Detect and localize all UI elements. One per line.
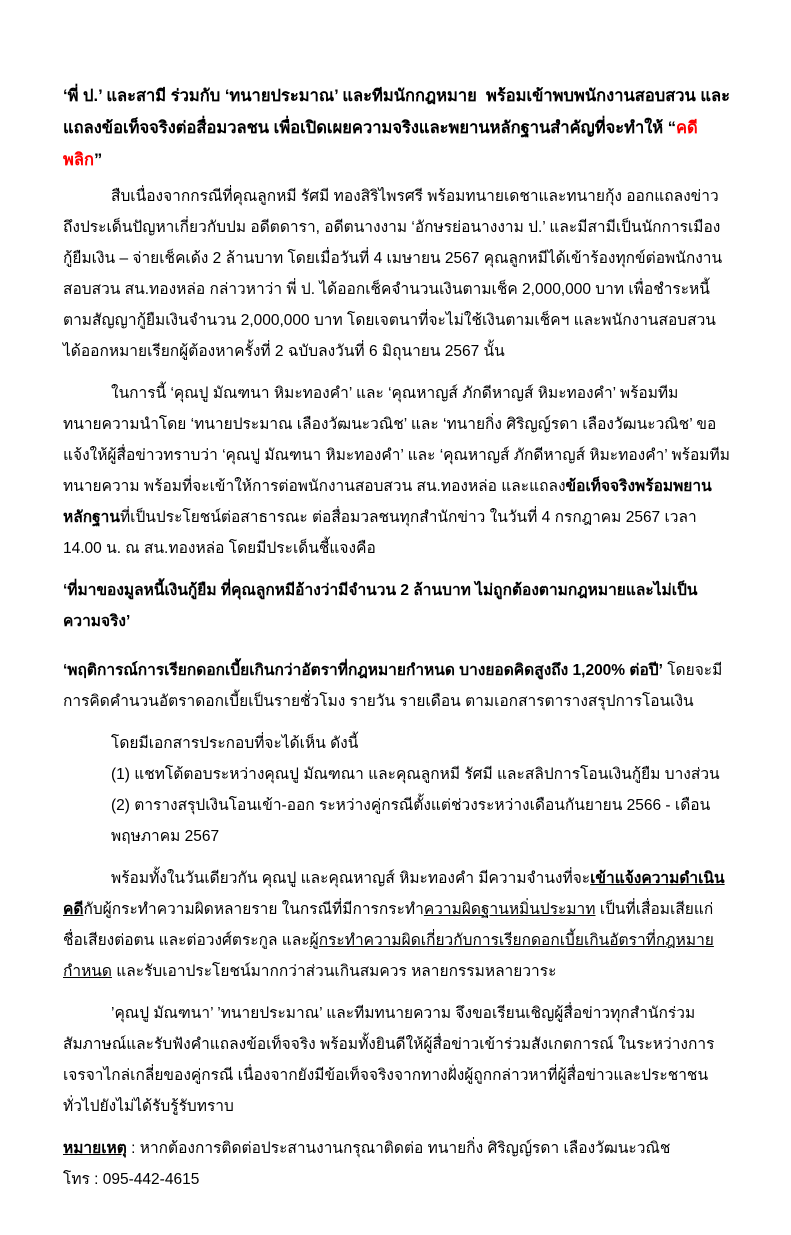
text-segment: ” xyxy=(93,151,103,170)
note-line xyxy=(63,1133,731,1164)
attachments-intro xyxy=(111,728,731,759)
text-segment: ในการนี้ ‘คุณปู มัณฑนา หิมะทองคำ’ และ ‘คุณหาญส์ ภักดีหาญส์ หิมะทองคำ’ พร้อมทีมทนายความนำโดย ‘ทนายประมาณ เลืองวัฒนะวณิช’ และ ‘ทนายกิ่ง ศิริญญ์รดา เลืองวัฒนะวณิช’ ขอแจ้งให้ผู้สื่อข่าวทราบว่า ‘คุณปู มัณฑนา หิมะทองคำ’ และ ‘คุณหาญส์ ภักดีหาญส์ หิมะทองคำ’ พร้อมทีมทนายความ พร้อมที่จะเข้าให้การต่อพนักงานสอบสวน สน.ทองหล่อ และแถลง xyxy=(63,384,730,495)
attachments-list xyxy=(111,728,731,852)
text-segment: ที่เป็นประโยชน์ต่อสาธารณะ ต่อสื่อมวลชนทุกสำนักข่าว ในวันที่ 4 กรกฎาคม 2567 เวลา 14.00 น. ณ สน.ทองหล่อ โดยมีประเด็นชี้แจงคือ xyxy=(63,508,697,557)
text-segment: โดยมีเอกสารประกอบที่จะได้เห็น ดังนี้ xyxy=(111,734,359,752)
text-segment: ‘พฤติการณ์การเรียกดอกเบี้ยเกินกว่าอัตราที่กฎหมายกำหนด บางยอดคิดสูงถึง 1,200% ต่อปี’ xyxy=(63,661,663,679)
text-segment: (2) ตารางสรุปเงินโอนเข้า-ออก ระหว่างคู่กรณีตั้งแต่ช่วงระหว่างเดือนกันยายน 2566 - เดือนพฤษภาคม 2567 xyxy=(111,796,711,845)
text-segment: ’คุณปู มัณฑนา’ ’ทนายประมาณ’ และทีมทนายความ จึงขอเรียนเชิญผู้สื่อข่าวทุกสำนักร่วมสัมภาษณ์และรับฟังคำแถลงข้อเท็จจริง พร้อมทั้งยินดีให้ผู้สื่อข่าวเข้าร่วมสังเกตการณ์ ในระหว่างการเจรจาไกล่เกลี่ยของคู่กรณี เนื่องจากยังมีข้อเท็จจริงจากทางฝั่งผู้ถูกกล่าวหาที่ผู้สื่อข่าวและประชาชนทั่วไปยังไม่ได้รับรู้รับทราบ xyxy=(63,1004,715,1115)
text-segment: โทร : 095-442-4615 xyxy=(63,1170,200,1188)
text-segment: (1) แชทโต้ตอบระหว่างคุณปู มัณฑณา และคุณลูกหมี รัศมี และสลิปการโอนเงินกู้ยืม บางส่วน xyxy=(111,765,720,783)
paragraph-press-invitation xyxy=(63,998,731,1122)
footer-note xyxy=(63,1133,731,1195)
text-segment: สืบเนื่องจากกรณีที่คุณลูกหมี รัศมี ทองสิริไพรศรี พร้อมทนายเดชาและทนายกุ้ง ออกแถลงข่าวถึงประเด็นปัญหาเกี่ยวกับปม อดีตดารา, อดีตนางงาม ‘อักษรย่อนางงาม ป.’ และมีสามีเป็นนักการเมือง กู้ยืมเงิน – จ่ายเช็คเด้ง 2 ล้านบาท โดยเมื่อวันที่ 4 เมษายน 2567 คุณลูกหมีได้เข้าร้องทุกข์ต่อพนักงานสอบสวน สน.ทองหล่อ กล่าวหาว่า พี่ ป. ได้ออกเช็คจำนวนเงินตามเช็ค 2,000,000 บาท เพื่อชำระหนี้ตามสัญญากู้ยืมเงินจำนวน 2,000,000 บาท โดยเจตนาที่จะไม่ใช้เงินตามเช็คฯ และพนักงานสอบสวนได้ออกหมายเรียกผู้ต้องหาครั้งที่ 2 ฉบับลงวันที่ 6 มิถุนายน 2567 นั้น xyxy=(63,187,723,360)
text-segment: โดยจะมีการคิดคำนวนอัตราดอกเบี้ยเป็นรายชั่วโมง รายวัน รายเดือน ตามเอกสารตารางสรุปการโอนเงิน xyxy=(63,661,723,710)
paragraph-statement xyxy=(63,378,731,564)
paragraph-legal-action xyxy=(63,863,731,987)
press-release-title xyxy=(63,80,731,177)
text-segment: พร้อมทั้งในวันเดียวกัน คุณปู และคุณหาญส์ หิมะทองคำ มีความจำนงที่จะ xyxy=(111,869,591,887)
text-segment: : หากต้องการติดต่อประสานงานกรุณาติดต่อ ทนายกิ่ง ศิริญญ์รดา เลืองวัฒนะวณิช xyxy=(126,1139,671,1157)
text-segment: ‘พี่ ป.’ และสามี ร่วมกับ ‘ทนายประมาณ’ และทีมนักกฎหมาย พร้อมเข้าพบพนักงานสอบสวน และแถลงข้อเท็จจริงต่อสื่อมวลชน เพื่อเปิดเผยความจริงและพยานหลักฐานสำคัญที่จะทำให้ “ xyxy=(63,87,731,138)
text-segment: หมายเหตุ xyxy=(63,1139,127,1157)
text-segment: และรับเอาประโยชน์มากกว่าส่วนเกินสมควร หลายกรรมหลายวาระ xyxy=(111,962,557,980)
headline-loan-origin xyxy=(63,575,731,637)
red-highlight-text: คดีพลิก xyxy=(63,119,698,170)
attachment-item-2 xyxy=(111,790,731,852)
phone-line xyxy=(63,1164,731,1195)
headline-interest-rate xyxy=(63,655,731,717)
text-segment: ข้อเท็จจริงพร้อมพยานหลักฐาน xyxy=(63,477,712,526)
text-segment: ‘ที่มาของมูลหนี้เงินกู้ยืม ที่คุณลูกหมีอ้างว่ามีจำนวน 2 ล้านบาท ไม่ถูกต้องตามกฎหมายและไม่เป็นความจริง’ xyxy=(63,581,698,630)
text-segment: เป็นที่เสื่อมเสียแก่ชื่อเสียงต่อตน และต่อวงศ์ตระกูล และ xyxy=(63,900,714,949)
attachment-item-1 xyxy=(111,759,731,790)
text-segment: ผู้กระทำความผิดเกี่ยวกับการเรียกดอกเบี้ยเกินอัตราที่กฎหมายกำหนด xyxy=(63,931,714,980)
text-segment: เข้าแจ้งความดำเนินคดี xyxy=(63,869,725,918)
text-segment: ความผิดฐานหมิ่นประมาท xyxy=(423,900,596,918)
paragraph-case-background xyxy=(63,181,731,367)
text-segment: กับผู้กระทำความผิดหลายราย ในกรณีที่มีการกระทำ xyxy=(83,900,424,918)
